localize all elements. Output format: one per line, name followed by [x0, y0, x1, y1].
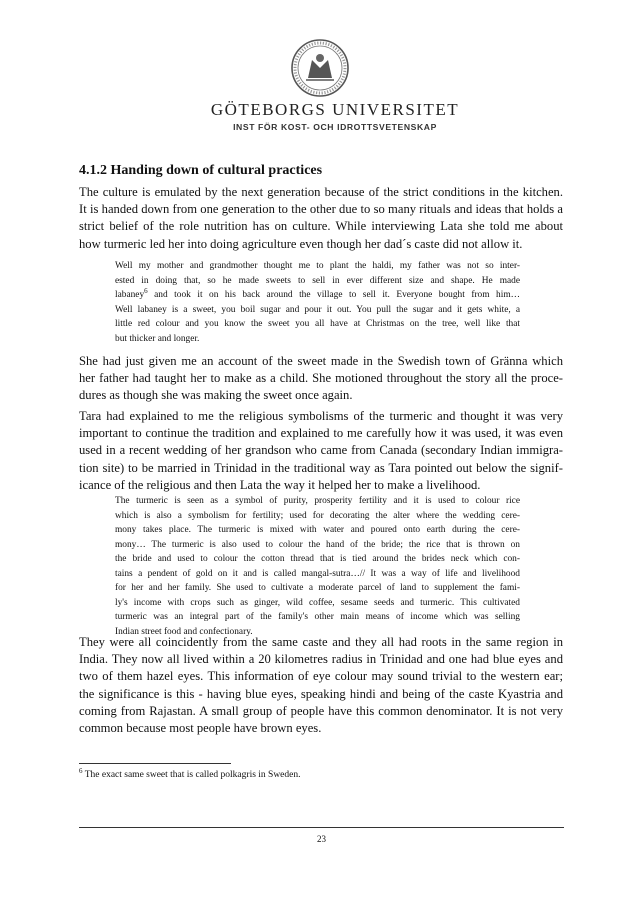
text-line: coming from Rajastan. A small group of people have this common denominator. It is not very: [79, 703, 563, 718]
paragraph-2: [79, 353, 563, 405]
text-line: They were all coincidently from the same caste and they all had roots in the same region in: [79, 635, 563, 649]
footnote: [79, 766, 301, 780]
text-line: the significance is this - having blue eyes, speaking hindi and being of the caste Kyastria and: [79, 686, 563, 701]
quote-line: ly's income with crops such as ginger, wild coffee, sesame seeds and turmeric. This cultivated: [115, 597, 520, 608]
quote-line: for her and her family. She used to cultivate a moderate parcel of land to supplement the fami-: [115, 583, 520, 593]
quote-line: which is also a symbolism for fertility; used for decorating the alter where the wedding cere-: [115, 510, 520, 521]
quote-line: mony takes place. The turmeric is mixed with water and poured onto earth during the cere-: [115, 525, 520, 535]
footnote-marker: 6: [79, 766, 83, 775]
quote-line: ested in doing that, so he made sweets to sell in ever different size and shape. He made: [115, 275, 520, 286]
text-line: dures as though she was making the sweet once again.: [79, 388, 353, 403]
interview-quote-2: [115, 494, 520, 639]
text-line: tion site) to be married in Trinidad in the traditional way as Tara pointed out below the signif-: [79, 460, 563, 475]
paragraph-3: [79, 408, 563, 494]
text-line: her father had taught her to make as a child. She motioned throughout the story all the proce-: [79, 371, 563, 386]
text-line: common because most people have brown eyes.: [79, 721, 322, 736]
text-line: Tara had explained to me the religious symbolisms of the turmeric and thought it was very: [79, 409, 563, 423]
footnote-reference: 6: [144, 286, 148, 295]
page-number: 23: [317, 834, 326, 844]
institute-name: INST FÖR KOST- OCH IDROTTSVETENSKAP: [233, 122, 437, 132]
text-line: India. They now all lived within a 20 kilometres radius in Trinidad and one had blue eyes and: [79, 652, 563, 667]
quote-line: [115, 288, 520, 303]
quote-line: little red colour and you know the sweet you all have at Christmas on the tree, well like that: [115, 319, 520, 329]
text-line: The culture is emulated by the next generation because of the strict conditions in the kitchen.: [79, 185, 563, 199]
interview-quote-1: [115, 259, 520, 346]
quote-line: Well labaney is a sweet, you boil sugar and pour it out. You pull the sugar and it gets white, a: [115, 304, 520, 315]
text-line: two of them hazel eyes. This information of eye colour may sound trivial to the western ear;: [79, 669, 563, 684]
university-name: GÖTEBORGS UNIVERSITET: [210, 100, 460, 119]
quote-line: but thicker and longer.: [115, 333, 200, 344]
text-line: how turmeric led her into doing agriculture even though her dad´s caste did not allow it.: [79, 236, 523, 251]
quote-text: labaney: [115, 290, 145, 300]
text-line: She had just given me an account of the sweet made in the Swedish town of Gränna which: [79, 354, 563, 368]
paragraph-1: [79, 184, 563, 253]
quote-line: mony… The turmeric is also used to colour the hand of the bride; the rice that is thrown on: [115, 539, 520, 550]
quote-line: Well my mother and grandmother thought me to plant the haldi, my father was not so inter-: [115, 261, 520, 271]
university-seal-icon: [290, 38, 350, 98]
quote-line: turmeric was an integral part of the family's other main means of income which was selling: [115, 612, 520, 622]
footer-divider: [79, 827, 564, 828]
quote-line: The turmeric is seen as a symbol of purity, prosperity fertility and it is used to colour rice: [115, 496, 520, 506]
footnote-divider: [79, 763, 231, 764]
quote-text: and took it on his back around the village to sell it. Everyone bought from him…: [147, 290, 520, 300]
quote-line: the bride and used to colour the cotton thread that is tied around the brides neck which con-: [115, 554, 520, 564]
section-heading: 4.1.2 Handing down of cultural practices: [79, 163, 323, 178]
text-line: important to continue the tradition and explained to me carefully how it was used, it was even: [79, 426, 563, 441]
text-line: It is handed down from one generation to the other due to so many rituals and ideas that holds a: [79, 202, 563, 217]
text-line: icance of the religious and then Lata the way it helped her to make a livelihood.: [79, 477, 481, 492]
text-line: strict belief of the role nutrition has on culture. While interviewing Lata she told me about: [79, 219, 563, 234]
text-line: used in a recent wedding of her grandson who came from Canada (secondary Indian immigra-: [79, 443, 563, 458]
paragraph-4: [79, 634, 563, 737]
quote-line: tains a pendent of gold on it and is called mangal-sutra…// It was a way of life and livelihood: [115, 568, 520, 579]
footnote-text: The exact same sweet that is called polkagris in Sweden.: [82, 770, 301, 780]
quote-line: Indian street food and confectionary.: [115, 626, 253, 637]
